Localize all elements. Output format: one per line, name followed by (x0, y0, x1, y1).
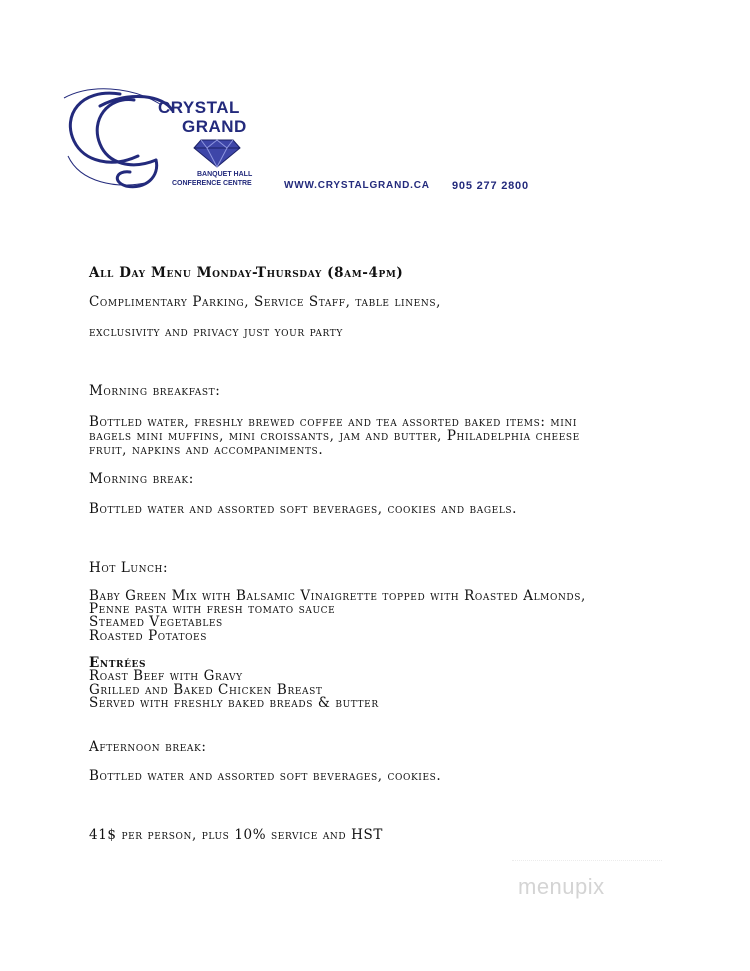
brand-name-line1: CRYSTAL (158, 98, 240, 117)
morning-breakfast-line: fruit, napkins and accompaniments. (89, 442, 324, 458)
morning-break-text: Bottled water and assorted soft beverages, cookies and bagels. (89, 501, 518, 517)
hot-lunch-line: Steamed Vegetables (89, 614, 223, 630)
menupix-watermark: menupix (518, 874, 605, 899)
diamond-icon (193, 138, 241, 168)
entree-line: Roast Beef with Gravy (89, 668, 243, 684)
hot-lunch-heading: Hot Lunch: (89, 560, 169, 576)
website-link[interactable]: WWW.CRYSTALGRAND.CA (284, 180, 430, 191)
hot-lunch-line: Penne pasta with fresh tomato sauce (89, 601, 336, 617)
phone-number: 905 277 2800 (452, 180, 529, 192)
afternoon-break-text: Bottled water and assorted soft beverages, cookies. (89, 768, 442, 784)
morning-breakfast-heading: Morning breakfast: (89, 383, 221, 399)
menu-title: All Day Menu Monday-Thursday (8am-4pm) (89, 265, 404, 281)
morning-break-heading: Morning break: (89, 471, 194, 487)
intro-line-2: exclusivity and privacy just your party (89, 324, 343, 340)
brand-name-line2: GRAND (182, 117, 247, 136)
entrees-heading: Entrées (89, 655, 147, 671)
entree-line: Served with freshly baked breads & butter (89, 695, 379, 711)
brand-subtitle-conference: CONFERENCE CENTRE (172, 180, 252, 187)
price-line: 41$ per person, plus 10% service and HST (89, 827, 383, 843)
brand-subtitle-banquet: BANQUET HALL (197, 171, 253, 178)
morning-breakfast-line: Bottled water, freshly brewed coffee and tea assorted baked items: mini (89, 414, 578, 430)
afternoon-break-heading: Afternoon break: (89, 739, 207, 755)
hot-lunch-line: Baby Green Mix with Balsamic Vinaigrette topped with Roasted Almonds, (89, 588, 586, 604)
intro-line-1: Complimentary Parking, Service Staff, table linens, (89, 294, 441, 310)
watermark-divider (512, 860, 662, 863)
hot-lunch-line: Roasted Potatoes (89, 628, 207, 644)
morning-breakfast-line: bagels mini muffins, mini croissants, jam and butter, Philadelphia cheese (89, 428, 580, 444)
entree-line: Grilled and Baked Chicken Breast (89, 682, 323, 698)
